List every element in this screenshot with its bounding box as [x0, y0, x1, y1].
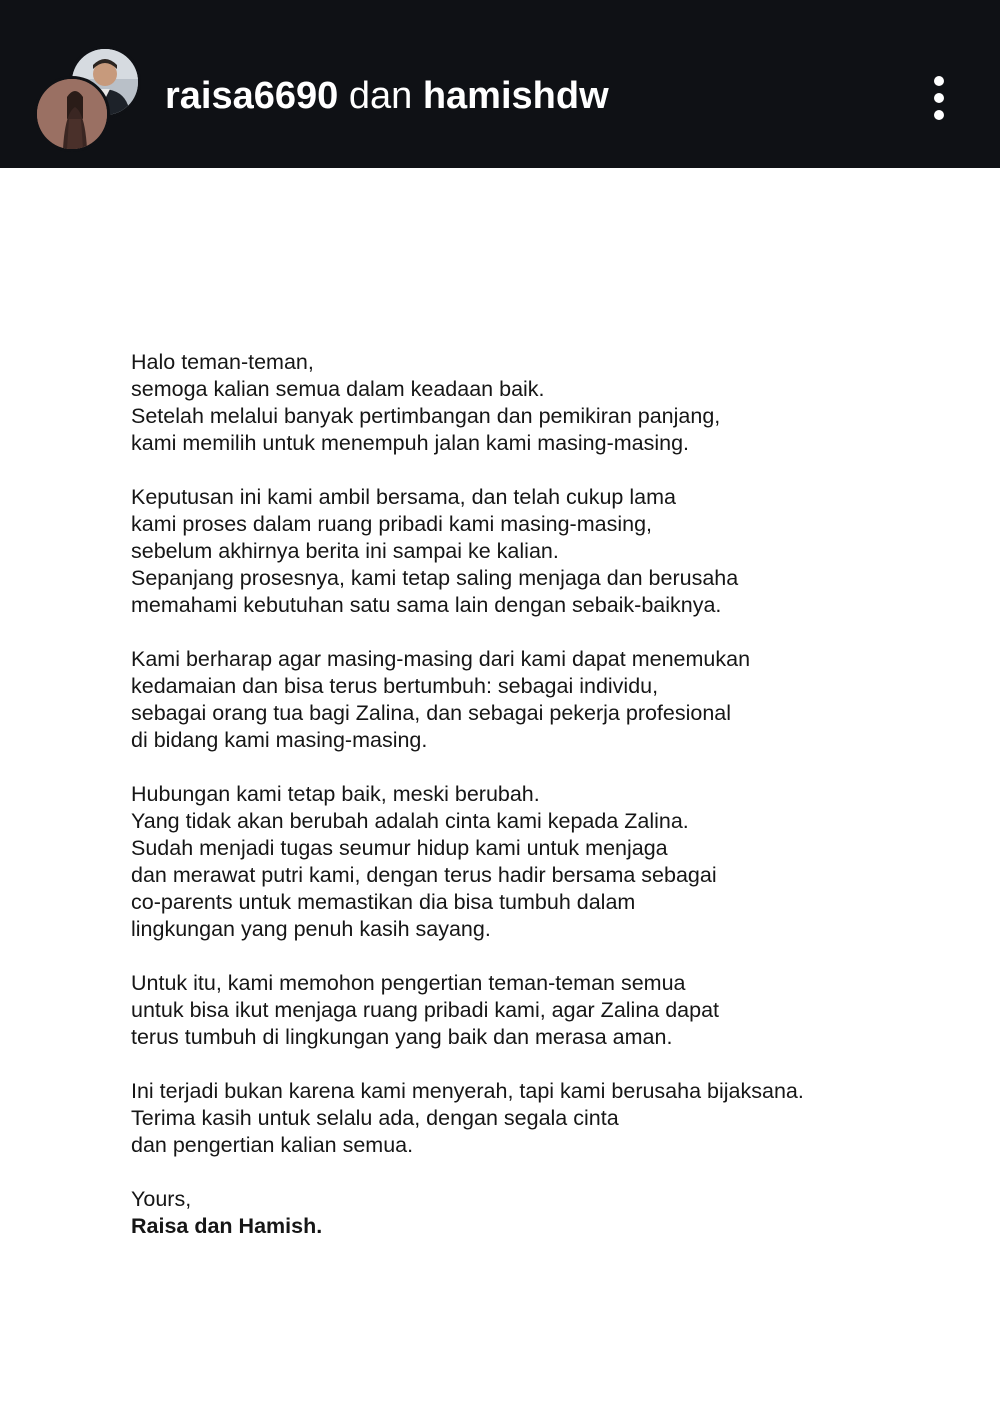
letter-paragraph: [131, 484, 951, 619]
letter-line: untuk bisa ikut menjaga ruang pribadi kami, agar Zalina dapat: [131, 998, 720, 1022]
letter-line: Halo teman-teman,: [131, 350, 314, 374]
letter-body: [131, 349, 951, 1267]
username-hamishdw[interactable]: hamishdw: [422, 75, 609, 117]
username-raisa6690[interactable]: raisa6690: [165, 75, 339, 117]
letter-paragraph: [131, 1078, 951, 1159]
letter-line: Hubungan kami tetap baik, meski berubah.: [131, 782, 540, 806]
collab-avatars[interactable]: [34, 44, 144, 150]
letter-line: Setelah melalui banyak pertimbangan dan pemikiran panjang,: [131, 404, 721, 428]
letter-line: dan pengertian kalian semua.: [131, 1133, 414, 1157]
letter-line: Untuk itu, kami memohon pengertian teman-teman semua: [131, 971, 686, 995]
letter-line: kedamaian dan bisa terus bertumbuh: sebagai individu,: [131, 674, 659, 698]
letter-line: terus tumbuh di lingkungan yang baik dan merasa aman.: [131, 1025, 673, 1049]
letter-line: sebelum akhirnya berita ini sampai ke kalian.: [131, 539, 559, 563]
post-header: [0, 0, 1000, 168]
letter-line: dan merawat putri kami, dengan terus hadir bersama sebagai: [131, 863, 717, 887]
letter-closing: Yours,: [131, 1187, 192, 1211]
collab-title: [165, 70, 609, 122]
letter-line: Ini terjadi bukan karena kami menyerah, tapi kami berusaha bijaksana.: [131, 1079, 804, 1103]
letter-line: Keputusan ini kami ambil bersama, dan telah cukup lama: [131, 485, 676, 509]
letter-paragraph: [131, 349, 951, 457]
person-photo-icon: [37, 79, 107, 149]
letter-line: Yang tidak akan berubah adalah cinta kami kepada Zalina.: [131, 809, 689, 833]
avatar-raisa6690[interactable]: [34, 76, 110, 152]
letter-signature: Raisa dan Hamish.: [131, 1214, 323, 1238]
letter-line: kami memilih untuk menempuh jalan kami masing-masing.: [131, 431, 690, 455]
letter-line: co-parents untuk memastikan dia bisa tumbuh dalam: [131, 890, 636, 914]
letter-paragraph: [131, 646, 951, 754]
letter-line: Sudah menjadi tugas seumur hidup kami untuk menjaga: [131, 836, 668, 860]
letter-line: Kami berharap agar masing-masing dari kami dapat menemukan: [131, 647, 751, 671]
title-conjunction: dan: [348, 75, 413, 117]
letter-line: semoga kalian semua dalam keadaan baik.: [131, 377, 545, 401]
letter-line: di bidang kami masing-masing.: [131, 728, 428, 752]
letter-line: Terima kasih untuk selalu ada, dengan segala cinta: [131, 1106, 619, 1130]
more-options-button[interactable]: [918, 70, 960, 126]
letter-line: lingkungan yang penuh kasih sayang.: [131, 917, 491, 941]
letter-signoff: [131, 1186, 951, 1240]
letter-line: Sepanjang prosesnya, kami tetap saling menjaga dan berusaha: [131, 566, 739, 590]
letter-paragraph: [131, 970, 951, 1051]
letter-line: memahami kebutuhan satu sama lain dengan sebaik-baiknya.: [131, 593, 722, 617]
letter-line: kami proses dalam ruang pribadi kami masing-masing,: [131, 512, 652, 536]
letter-line: sebagai orang tua bagi Zalina, dan sebagai pekerja profesional: [131, 701, 732, 725]
letter-paragraph: [131, 781, 951, 943]
